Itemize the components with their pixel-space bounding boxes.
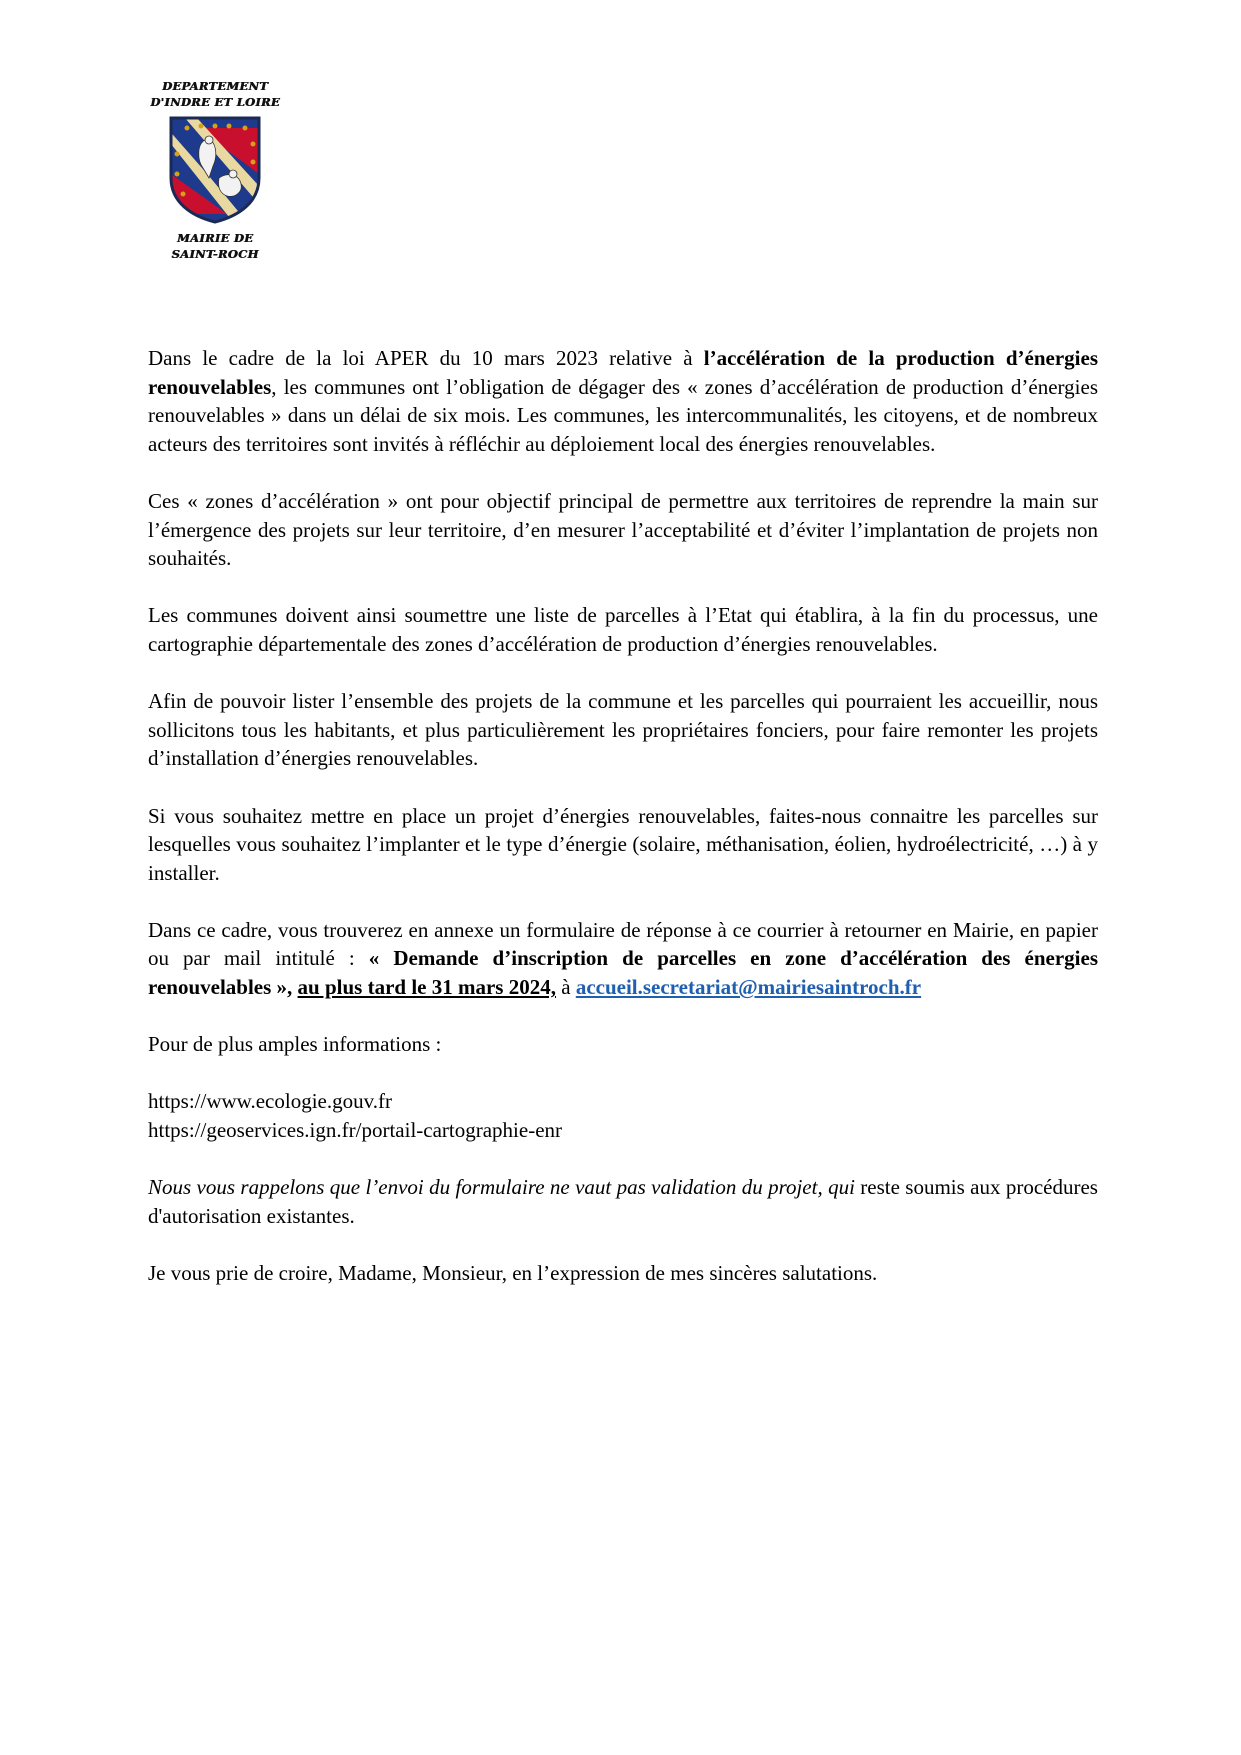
paragraph-informations: Pour de plus amples informations : <box>148 1032 442 1057</box>
paragraph-salutations: Je vous prie de croire, Madame, Monsieur, en l’expression de mes sincères salutations. <box>148 1261 878 1285</box>
mairie-label: MAIRIE DE SAINT-ROCH <box>171 231 259 261</box>
department-label: DEPARTEMENT D'INDRE ET LOIRE <box>150 79 280 109</box>
paragraph-zones-acceleration: Ces « zones d’accélération » ont pour objectif principal de permettre aux territoires de reprendre la main sur l’émergence des projets sur leur territoire, d’en mesurer l’acceptabilité et d’éviter l’implantation de projets non souhaités. <box>148 488 1098 571</box>
paragraph-formulaire: Dans ce cadre, vous trouverez en annexe un formulaire de réponse à ce courrier à retourner en Mairie, en papier ou par mail intitulé : « Demande d’inscription de parcelles en zone d’accélération des énergies renouvelables », au plus tard le 31 mars 2024, à accueil.secretariat@mairiesaintroch.fr <box>148 917 1099 1000</box>
paragraph-loi-aper: Dans le cadre de la loi APER du 10 mars 2023 relative à l’accélération de la production d’énergies renouvelables, les communes ont l’obligation de dégager des « zones d’accélération de production d’énergies renouvelables » dans un délai de six mois. Les communes, les intercommunalités, les citoyens, et de nombreux acteurs des territoires sont invités à réfléchir au déploiement local des énergies renouvelables. <box>148 346 1098 456</box>
deadline: au plus tard le 31 mars 2024, <box>297 975 556 1000</box>
email-link[interactable]: accueil.secretariat@mairiesaintroch.fr <box>575 975 922 1000</box>
paragraph-projet: Si vous souhaitez mettre en place un projet d’énergies renouvelables, faites-nous connaitre les parcelles sur lesquelles vous souhaitez l’implanter et le type d’énergie (solaire, méthanisation, éolien, hydroélectricité, …) à y installer. <box>148 803 1098 885</box>
url-geoservices: https://geoservices.ign.fr/portail-cartographie-enr <box>148 1118 563 1143</box>
paragraph-liste-parcelles: Les communes doivent ainsi soumettre une liste de parcelles à l’Etat qui établira, à la fin du processus, une cartographie départementale des zones d’accélération de production d’énergies renouvelables. <box>148 603 1098 656</box>
mairie-logo <box>140 78 290 262</box>
paragraph-sollicitation: Afin de pouvoir lister l’ensemble des projets de la commune et les parcelles qui pourraient les accueillir, nous sollicitons tous les habitants, et plus particulièrement les propriétaires fonciers, pour faire remonter les projets d’installation d’énergies renouvelables. <box>148 689 1098 771</box>
paragraph-rappel: Nous vous rappelons que l’envoi du formulaire ne vaut pas validation du projet, qui reste soumis aux procédures d'autorisation existantes. <box>148 1175 1098 1228</box>
letter-body <box>148 344 1098 1316</box>
url-ecologie: https://www.ecologie.gouv.fr <box>148 1089 392 1114</box>
coat-of-arms-icon <box>167 114 263 224</box>
